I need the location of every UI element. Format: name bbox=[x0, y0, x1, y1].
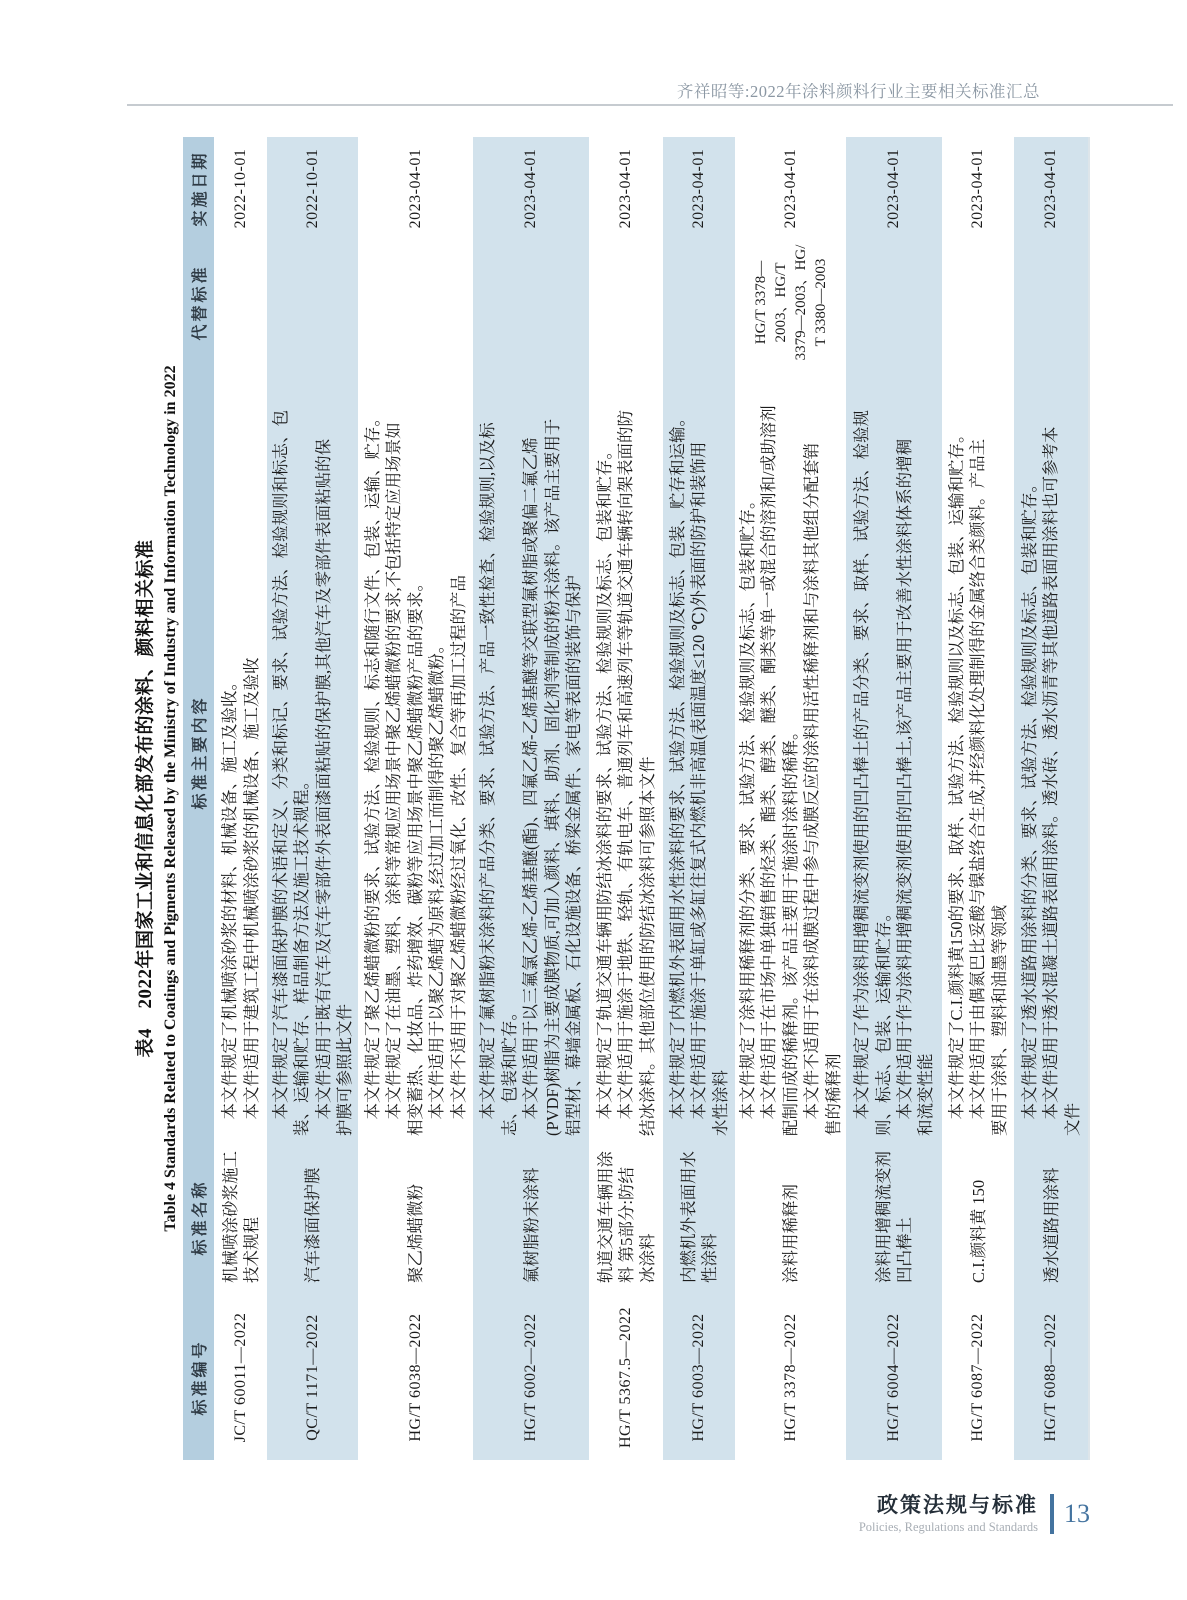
replaced-standard bbox=[846, 240, 942, 365]
std-content: 本文件规定了作为涂料用增稠流变剂使用的凹凸棒土的产品分类、要求、取样、试验方法、检验规 则、标志、包装、运输和贮存。 本文件适用于作为涂料用增稠流变剂使用的凹凸棒土,该产品主要用于改善水性涂料体系的增稠 和流变性能 bbox=[846, 365, 942, 1140]
std-name: 涂料用稀释剂 bbox=[781, 1184, 800, 1283]
impl-date: 2023-04-01 bbox=[781, 148, 799, 229]
running-head: 齐祥昭等:2022年涂料颜料行业主要相关标准汇总 bbox=[676, 82, 1040, 101]
std-number: HG/T 6088—2022 bbox=[1014, 1295, 1088, 1460]
std-content: 本文件规定了机械喷涂砂浆的材料、机械设备、施工及验收。 本文件适用于建筑工程中机械喷涂砂浆的机械设备、施工及验收 bbox=[220, 657, 261, 1120]
impl-date: 2023-04-01 bbox=[663, 137, 735, 240]
impl-date: 2023-04-01 bbox=[969, 148, 986, 229]
std-name: 机械喷涂砂浆施工 技术规程 bbox=[220, 1151, 261, 1283]
std-number: HG/T 6087—2022 bbox=[969, 1313, 986, 1442]
replaced-standard: HG/T 3378— 2003、HG/T 3379—2003、HG/ T 3380—2003 bbox=[752, 244, 829, 361]
std-number: HG/T 6003—2022 bbox=[663, 1295, 735, 1460]
col-header-4: 实施日期 bbox=[183, 137, 214, 240]
page-footer bbox=[859, 1492, 1090, 1536]
std-name: 内燃机外表面用水 性涂料 bbox=[663, 1140, 735, 1295]
footer-section-cn: 政策法规与标准 bbox=[877, 1493, 1038, 1517]
std-content: 本文件规定了涂料用稀释剂的分类、要求、试验方法、检验规则及标志、包装和贮存。 本文件适用于在市场中单独销售的烃类、酯类、醇类、醚类、酮类等单一或混合的溶剂和/或助溶剂 配制而成的稀释剂。该产品主要用于施涂时涂料的稀释。 本文件不适用于在涂料成膜过程中参与成膜反应的涂料用活性稀释剂和与涂料其他组分配套销 售的稀释剂 bbox=[737, 405, 843, 1136]
table-titles bbox=[130, 137, 183, 1460]
std-number: HG/T 6038—2022 bbox=[406, 1313, 424, 1442]
std-name: 透水道路用涂料 bbox=[1014, 1140, 1088, 1295]
col-header-3: 代替标准 bbox=[183, 240, 214, 365]
std-name: 涂料用增稠流变剂 凹凸棒土 bbox=[846, 1140, 942, 1295]
impl-date: 2023-04-01 bbox=[406, 148, 424, 229]
std-name: 汽车漆面保护膜 bbox=[267, 1140, 358, 1295]
page-number: 13 bbox=[1064, 1499, 1090, 1528]
standards-table bbox=[183, 137, 1090, 1460]
col-header-0: 标准编号 bbox=[183, 1295, 214, 1460]
std-number: QC/T 1171—2022 bbox=[267, 1295, 358, 1460]
std-name: 轨道交通车辆用涂 料 第5部分:防结 冰涂料 bbox=[595, 1151, 657, 1283]
std-number: HG/T 3378—2022 bbox=[781, 1313, 799, 1442]
table-title-en: Table 4 Standards Related to Coatings and Pigments Released by the Ministry of Industry and Information Technology in 2022 bbox=[162, 365, 179, 1232]
impl-date: 2022-10-01 bbox=[267, 137, 358, 240]
std-name: 氟树脂粉末涂料 bbox=[473, 1140, 589, 1295]
footer-section-en: Policies, Regulations and Standards bbox=[858, 1520, 1038, 1534]
footer-section bbox=[859, 1492, 1038, 1536]
std-number: JC/T 60011—2022 bbox=[231, 1312, 249, 1443]
rotated-content bbox=[130, 137, 1088, 1460]
std-content: 本文件规定了内燃机外表面用水性涂料的要求、试验方法、检验规则及标志、包装、贮存和运输。 本文件适用于施涂于单缸或多缸往复式内燃机非高温(表面温度≤120 ℃)外表面的防护和装饰用 水性涂料 bbox=[663, 365, 735, 1140]
std-number: HG/T 5367.5—2022 bbox=[617, 1306, 634, 1449]
std-content: 本文件规定了轨道交通车辆用防结冰涂料的要求、试验方法、检验规则及标志、包装和贮存。 本文件适用于施涂于地铁、轻轨、有轨电车、普通列车和高速列车等轨道交通车辆转向架表面的防 结冰涂料。其他部位使用的防结冰涂料可参照本文件 bbox=[594, 410, 657, 1136]
replaced-standard bbox=[589, 240, 663, 365]
running-head-rule bbox=[127, 104, 1173, 106]
std-content: 本文件规定了氟树脂粉末涂料的产品分类、要求、试验方法、产品一致性检查、检验规则,以及标 志、包装和贮存。 本文件适用于以三氟氯乙烯-乙烯基醚(酯)、四氟乙烯-乙烯基醚等交联型氟树脂或聚偏二氟乙烯 (PVDF)树脂为主要成膜物质,可加入颜料、填料、助剂、固化剂等制成的粉末涂料。该产品主要用于 铝型材、幕墙金属板、石化设施设备、桥梁金属件、家电等表面的装饰与保护 bbox=[473, 365, 589, 1140]
impl-date: 2022-10-01 bbox=[231, 148, 249, 229]
std-content: 本文件规定了汽车漆面保护膜的术语和定义、分类和标记、要求、试验方法、检验规则和标志、包 装、运输和贮存、样品制备方法及施工技术规程。 本文件适用于既有汽车及汽车零部件外表面漆面粘贴的保护膜,其他汽车及零部件表面粘贴的保 护膜可参照此文件 bbox=[267, 365, 358, 1140]
replaced-standard bbox=[1014, 240, 1088, 365]
replaced-standard bbox=[942, 240, 1014, 365]
rotated-table-area bbox=[130, 137, 1088, 1460]
replaced-standard bbox=[473, 240, 589, 365]
replaced-standard bbox=[267, 240, 358, 365]
impl-date: 2023-04-01 bbox=[1014, 137, 1088, 240]
col-header-2: 标准主要内容 bbox=[183, 365, 214, 1140]
table-title-cn: 表4 2022年国家工业和信息化部发布的涂料、颜料相关标准 bbox=[135, 539, 156, 1058]
std-name: C.I.颜料黄 150 bbox=[968, 1179, 988, 1283]
footer-divider-bar bbox=[1050, 1494, 1054, 1534]
replaced-standard bbox=[214, 240, 267, 365]
std-content: 本文件规定了透水道路用涂料的分类、要求、试验方法、检验规则及标志、包装和贮存。 本文件适用于透水混凝土道路表面用涂料。透水砖、透水沥青等其他道路表面用涂料也可参考本 文件 bbox=[1014, 365, 1088, 1140]
std-content: 本文件规定了C.I.颜料黄150的要求、取样、试验方法、检验规则以及标志、包装、运输和贮存。 本文件适用于由偶氮巴比妥酸与镍盐络合生成,并经颜料化处理制得的金属络合类颜料。产品主 要用于涂料、塑料和油墨等领域 bbox=[946, 426, 1009, 1136]
replaced-standard bbox=[663, 240, 735, 365]
impl-date: 2023-04-01 bbox=[617, 148, 634, 229]
std-number: HG/T 6004—2022 bbox=[846, 1295, 942, 1460]
impl-date: 2023-04-01 bbox=[846, 137, 942, 240]
std-content: 本文件规定了聚乙烯蜡微粉的要求、试验方法、检验规则、标志和随行文件、包装、运输、贮存。 本文件规定了在油墨、塑料、涂料等常规应用场景中聚乙烯蜡微粉的要求,不包括特定应用场景如 相变蓄热、化妆品、炸药增效、碳粉等应用场景中聚乙烯蜡微粉产品的要求。 本文件适用于以聚乙烯蜡为原料,经过加工而制得的聚乙烯蜡微粉。 本文件不适用于对聚乙烯蜡微粉经过氧化、改性、复合等再加工过程的产品 bbox=[362, 410, 468, 1136]
replaced-standard bbox=[358, 240, 473, 365]
impl-date: 2023-04-01 bbox=[473, 137, 589, 240]
std-name: 聚乙烯蜡微粉 bbox=[406, 1184, 425, 1283]
std-number: HG/T 6002—2022 bbox=[473, 1295, 589, 1460]
col-header-1: 标准名称 bbox=[183, 1140, 214, 1295]
